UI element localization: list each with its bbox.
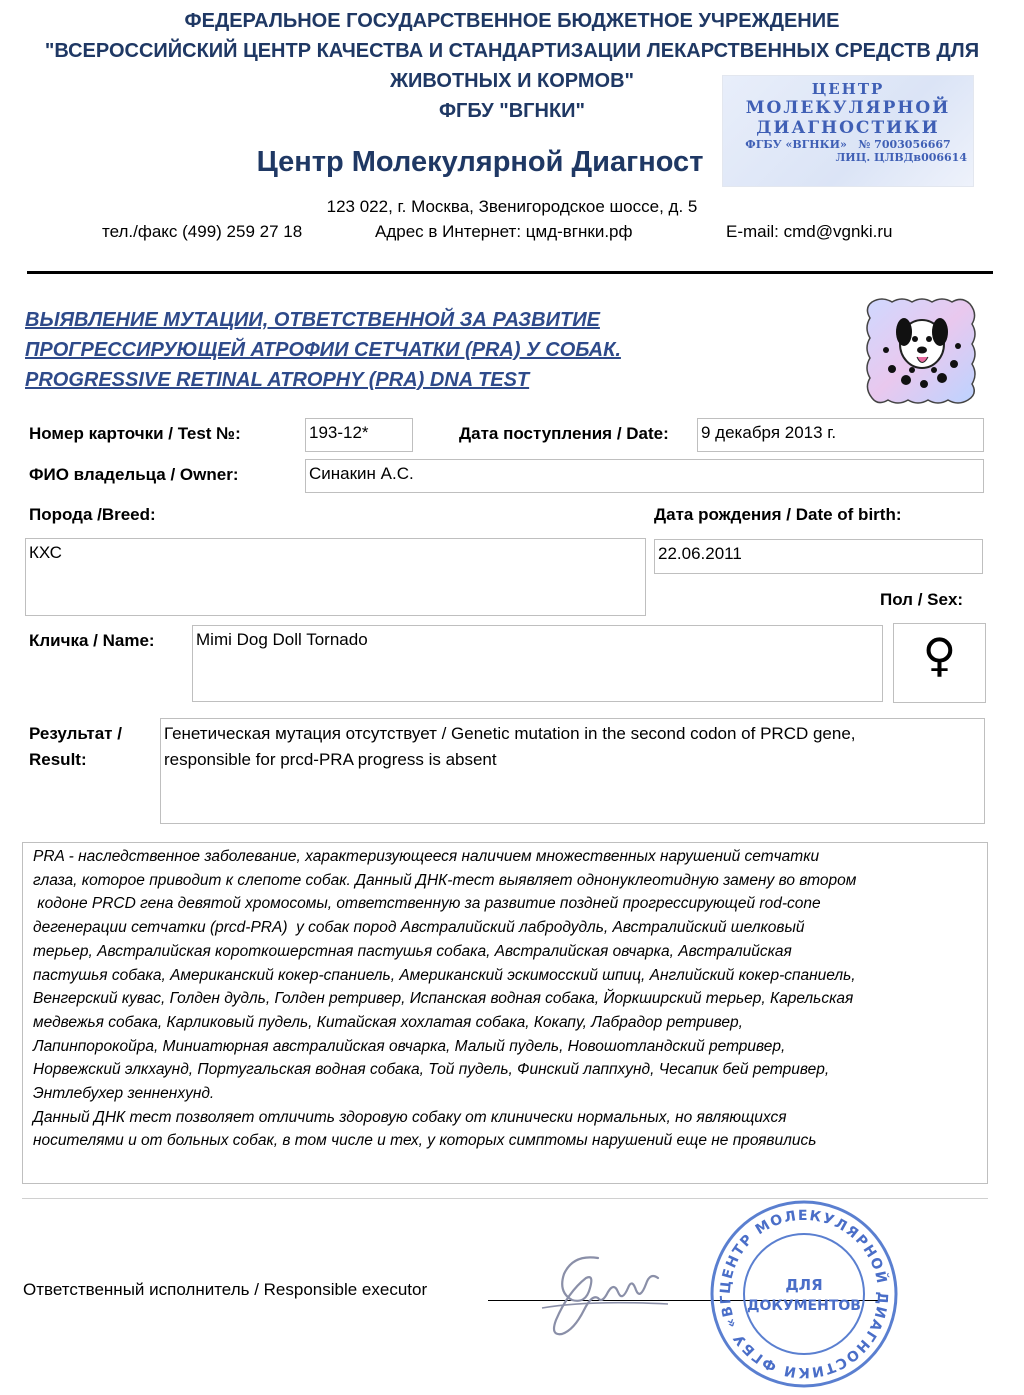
description-line: терьер, Австралийская короткошерстная пастушья собака, Австралийская овчарка, Австралийская: [33, 942, 792, 960]
dob-field: 22.06.2011: [654, 539, 983, 574]
result-label-2: Result:: [29, 750, 87, 769]
breed-field: КХС: [25, 538, 646, 616]
result-line-1: Генетическая мутация отсутствует / Genetic mutation in the second codon of PRCD gene,: [164, 724, 856, 743]
email: E-mail: cmd@vgnki.ru: [726, 222, 893, 241]
description-line: кодоне PRCD гена девятой хромосомы, ответственную за развитие поздней прогрессирующей rod-cone: [33, 895, 821, 913]
description-line: PRA - наследственное заболевание, характеризующееся наличием множественных нарушений сетчатки: [33, 848, 820, 865]
description-line: дегенерации сетчатки (prcd-PRA) у собак пород Австралийский лабродудль, Австралийский шелковый: [33, 919, 805, 937]
website: Адрес в Интернет: цмд-вгнки.рф: [375, 222, 633, 241]
org-name-line-2: "ВСЕРОССИЙСКИЙ ЦЕНТР КАЧЕСТВА И СТАНДАРТИЗАЦИИ ЛЕКАРСТВЕННЫХ СРЕДСТВ ДЛЯ: [44, 40, 980, 62]
name-label: Кличка / Name:: [29, 631, 155, 650]
phone-fax: тел./факс (499) 259 27 18: [102, 222, 303, 241]
date-field: 9 декабря 2013 г.: [697, 418, 984, 452]
test-title-line-2: ПРОГРЕССИРУЮЩЕЙ АТРОФИИ СЕТЧАТКИ (PRA) У СОБАК.: [25, 339, 621, 361]
test-number-label: Номер карточки / Test №:: [29, 424, 241, 443]
sex-label: Пол / Sex:: [880, 590, 964, 609]
stamp-line-3: ДИАГНОСТИКИ: [756, 118, 940, 138]
breed-label: Порода /Breed:: [29, 505, 156, 524]
header-divider: [27, 271, 993, 274]
description-line: Норвежский элкхаунд, Португальская водная собака, Той пудель, Финский лаппхунд, Чесапик бей ретривер,: [33, 1061, 830, 1079]
stamp-line-5: ЛИЦ. ЦЛВДв006614: [835, 151, 967, 164]
result-label-1: Результат /: [29, 724, 122, 743]
executor-label: Ответственный исполнитель / Responsible executor: [23, 1280, 428, 1299]
description-block: [22, 842, 988, 1184]
description-line: пастушья собака, Американский кокер-спаниель, Американский эскимосский шпиц, Английский кокер-спаниель,: [33, 966, 856, 984]
test-title-line-3: PROGRESSIVE RETINAL ATROPHY (PRA) DNA TEST: [25, 369, 530, 391]
postal-address: 123 022, г. Москва, Звенигородское шоссе, д. 5: [326, 197, 698, 216]
description-line: Лапинпорокойра, Миниатюрная австралийская овчарка, Малый пудель, Новошотландский ретривер,: [33, 1037, 786, 1055]
stamp-line-4b: № 7003056667: [858, 138, 951, 151]
dalmatian-logo-icon: [862, 294, 980, 406]
stamp-line-1: ЦЕНТР: [811, 80, 885, 98]
center-name: Центр Молекулярной Диагност: [256, 146, 704, 178]
org-abbrev: ФГБУ "ВГНКИ": [438, 100, 586, 122]
round-stamp-icon: [706, 1198, 902, 1390]
name-field: Mimi Dog Doll Tornado: [192, 625, 883, 702]
description-line: Венгерский кувас, Голден дудль, Голден ретривер, Испанская водная собака, Йоркширский терьер, Карельская: [33, 990, 854, 1008]
org-name-line-3: ЖИВОТНЫХ И КОРМОВ": [389, 70, 634, 92]
stamp-line-4a: ФГБУ «ВГНКИ»: [745, 138, 847, 151]
owner-label: ФИО владельца / Owner:: [29, 465, 239, 484]
female-sex-icon: ♀: [893, 623, 986, 703]
signature-icon: [528, 1248, 678, 1344]
result-line-2: responsible for prcd-PRA progress is absent: [164, 750, 497, 769]
round-stamp-outer-text: ЦЕНТР МОЛЕКУЛЯРНОЙ ДИАГНОСТИКИ ФГБУ «ВГ: [717, 1207, 891, 1381]
description-line: медвежья собака, Карликовый пудель, Китайская хохлатая собака, Кокапу, Лабрадор ретривер,: [33, 1013, 743, 1031]
description-line: носителями и от больных собак, в том числе и тех, у которых симптомы нарушений еще не проявились: [33, 1132, 817, 1150]
description-line: Энтлебухер зенненхунд.: [33, 1085, 215, 1103]
dob-label: Дата рождения / Date of birth:: [654, 505, 902, 524]
round-stamp-inner-2: ДОКУМЕНТОВ: [747, 1298, 861, 1314]
stamp-line-2: МОЛЕКУЛЯРНОЙ: [745, 98, 951, 118]
org-name-line-1: ФЕДЕРАЛЬНОЕ ГОСУДАРСТВЕННОЕ БЮДЖЕТНОЕ УЧРЕЖДЕНИЕ: [184, 10, 840, 32]
round-stamp-inner-1: ДЛЯ: [785, 1276, 823, 1294]
description-line: глаза, которое приводит к слепоте собак. Данный ДНК-тест выявляет однонуклеотидную замену во втором: [33, 871, 857, 889]
result-field: [160, 718, 985, 824]
date-label: Дата поступления / Date:: [459, 424, 669, 443]
test-title-line-1: ВЫЯВЛЕНИЕ МУТАЦИИ, ОТВЕТСТВЕННОЙ ЗА РАЗВИТИЕ: [25, 309, 600, 331]
test-number-field: 193-12*: [305, 418, 413, 452]
owner-field: Синакин А.С.: [305, 459, 984, 493]
description-line: Данный ДНК тест позволяет отличить здоровую собаку от клинически нормальных, но являющихся: [33, 1108, 787, 1126]
